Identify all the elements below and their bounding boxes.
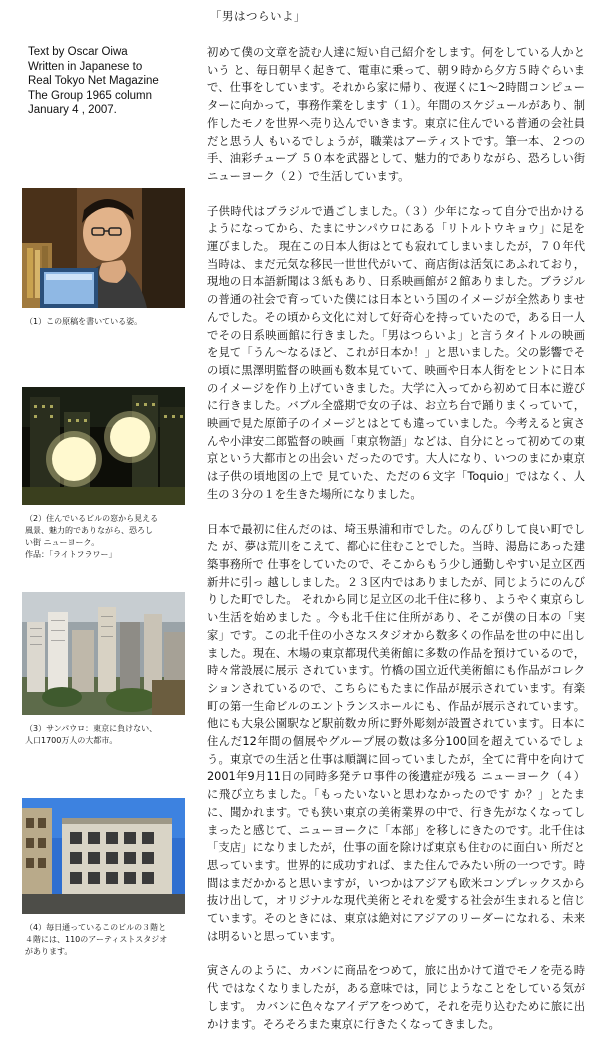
figure-1 [22, 188, 185, 328]
caption-line: （3）サンパウロ：東京に負けない、 [25, 724, 158, 733]
article-paragraph: 子供時代はブラジルで過ごしました。（３）少年になって自分で出かけるようになってから、たまにサンパウロにある「リトルトウキョウ」に足を運びました。 現在この日本人街はとても寂れてしまいましたが，７０年代当時は、まだ元気な移民一世世代がいて、商店街は活気にあふれており，現地の日本語新聞は３紙もあり、日系映画館が２館ありました。ブラジルの普通の社会で育っていた僕には日本という国のイメージが全然ありませんでした。その頃から文化に対して好奇心を持っていたので，ある日一人でその日系映画館に行きました。「男はつらいよ」と言うタイトルの映画を見て「うん～なるほど、これが日本か！」と思いました。父の影響でその頃に黒澤明監督の映画も数本見ていて、映画や日本人街をヒントに日本のイメージを作り上げていきました。大学に入ってから初めて日本に遊びに行きました。バブル全盛期で女の子は、お立ち台で踊りまくっていて，映画で見た原節子のイメージとはとても違っていました。今考えると寅さんや小津安二郎監督の映画「東京物語」などは、自分にとって初めての東京という大都市との出会い だったのです。大人になり、いつのまにか東京は子供の頃地図の上で 見ていた、ただの６文字「Toquio」ではなく、人生の３分の１を生きた場所になりました。 [207, 204, 585, 501]
byline-line: Real Tokyo Net Magazine [28, 75, 159, 87]
caption-line: 作品：「ライトフラワー」 [25, 550, 117, 559]
byline-line: January 4 , 2007. [28, 104, 117, 116]
byline-line: Written in Japanese to [28, 60, 143, 73]
caption-line: （2）住んでいるビルの窓から見える [25, 514, 159, 523]
caption-line: （4）毎日通っているこのビルの３階と [25, 923, 167, 932]
photo-studio-building [22, 798, 185, 914]
caption [22, 316, 185, 328]
caption [22, 513, 185, 561]
caption-line: ４階には、110のアーティストスタジオ [25, 935, 168, 944]
photo-sao-paulo [22, 592, 185, 715]
photo-author-at-desk [22, 188, 185, 308]
article-title: 「男はつらいよ」 [210, 9, 306, 23]
caption-line: （1）この原稿を書いている姿。 [25, 317, 143, 326]
article-paragraph: 寅さんのように、カバンに商品をつめて，旅に出かけて道でモノを売る時代 ではなくなりましたが，ある意味では，同じようなことをしている気がします。 カバンに色々なアイデアをつめて，それを売り込むために旅に出かけます。そろそろまた東京に行きたくなってきました。 [207, 964, 585, 1031]
byline-line: The Group 1965 column [28, 89, 153, 102]
caption-line: があります。 [25, 947, 73, 956]
byline-line: Text by Oscar Oiwa [28, 46, 128, 58]
article-body [207, 44, 585, 1050]
painting-light-flower [22, 387, 185, 505]
caption-line: 風景、魅力的でありながら、恐ろし [25, 526, 153, 535]
article-paragraph: 初めて僕の文章を読む人達に短い自己紹介をします。何をしている人かという と、毎日朝早く起きて、電車に乗って、朝９時から夕方５時ぐらいまで、仕事をしています。それから家に帰り、夜遅くに1～2時間コンピューターに向かって，事務作業をします（１）。年間のスケジュールがあり、制作したモノを世界へ売り込んでいきます。東京に住んでいる普通の会社員だと思う人 もいるでしょうが，職業はアーティストです。筆一本、２つの手、油彩チューブ ５０本を武器として、魅力的でありながら、恐ろしい街ニューヨーク（２）で生活しています。 [207, 46, 585, 183]
figure-4 [22, 798, 185, 958]
caption [22, 922, 185, 958]
article-paragraph: 日本で最初に住んだのは、埼玉県浦和市でした。のんびりして良い町でした が、夢は荒川をこえて、都心に住むことでした。当時、湯島にあった建築事務所で 仕事をしていたので、そこからもう少し通勤しやすい足立区西新井に引っ 越ししました。２３区内ではありましたが、同じようにのんびりした町でした。 それから同じ足立区の北千住に移り、ようやく東京らしい生活を始めました 。今も北千住に住所があり、そこが僕の日本の「実家」です。この北千住の小さなスタジオから数多くの作品を世の中に出しました。現在、木場の東京都現代美術館に多数の作品を預けているので，時々常設展に展示 されています。竹橋の国立近代美術館にも作品がコレクションされているので、こちらにもたまに作品が展示されています。有楽町の第一生命ビルのエントランスホールにも、作品が展示されています。他にも大泉公園駅など駅前数カ所に野外彫刻が設置されています。日本に住んだ12年間の個展やグループ展の数は多分100回を超えているでしょう。東京での生活と仕事は順調に回っていましたが，全てに背中を向けて2001年9月11日の同時多発テロ事件の後遺症が残る ニューヨーク（４）に飛び立ちました。「もったいないと思わなかったのです か？」とたまに、聞かれます。でも狭い東京の美術業界の中で、行き先がなくなってしまったと感じて、ニューヨークに「本部」を移しにきたのです。北千住は「支店」になりましたが，仕事の面を除けば東京も住むのに面白い 所だと思っています。世界的に成功すれば、また住んでみたい所の一つです。時間はまだかかると思いますが，いつかはアジアも欧米コンプレックスから抜け出して，オリジナルな現代美術とそれを愛する社会が生まれると信じています。そのときには、東京は絶対にアジアのリーダーになれる、未来は明るいと思っています。 [207, 522, 585, 943]
figure-2 [22, 387, 185, 561]
figure-3 [22, 592, 185, 747]
caption [22, 723, 185, 747]
caption-line: い街 ニューヨーク。 [25, 538, 100, 547]
caption-line: 人口1700万人の大都市。 [25, 736, 118, 745]
byline [28, 45, 193, 118]
